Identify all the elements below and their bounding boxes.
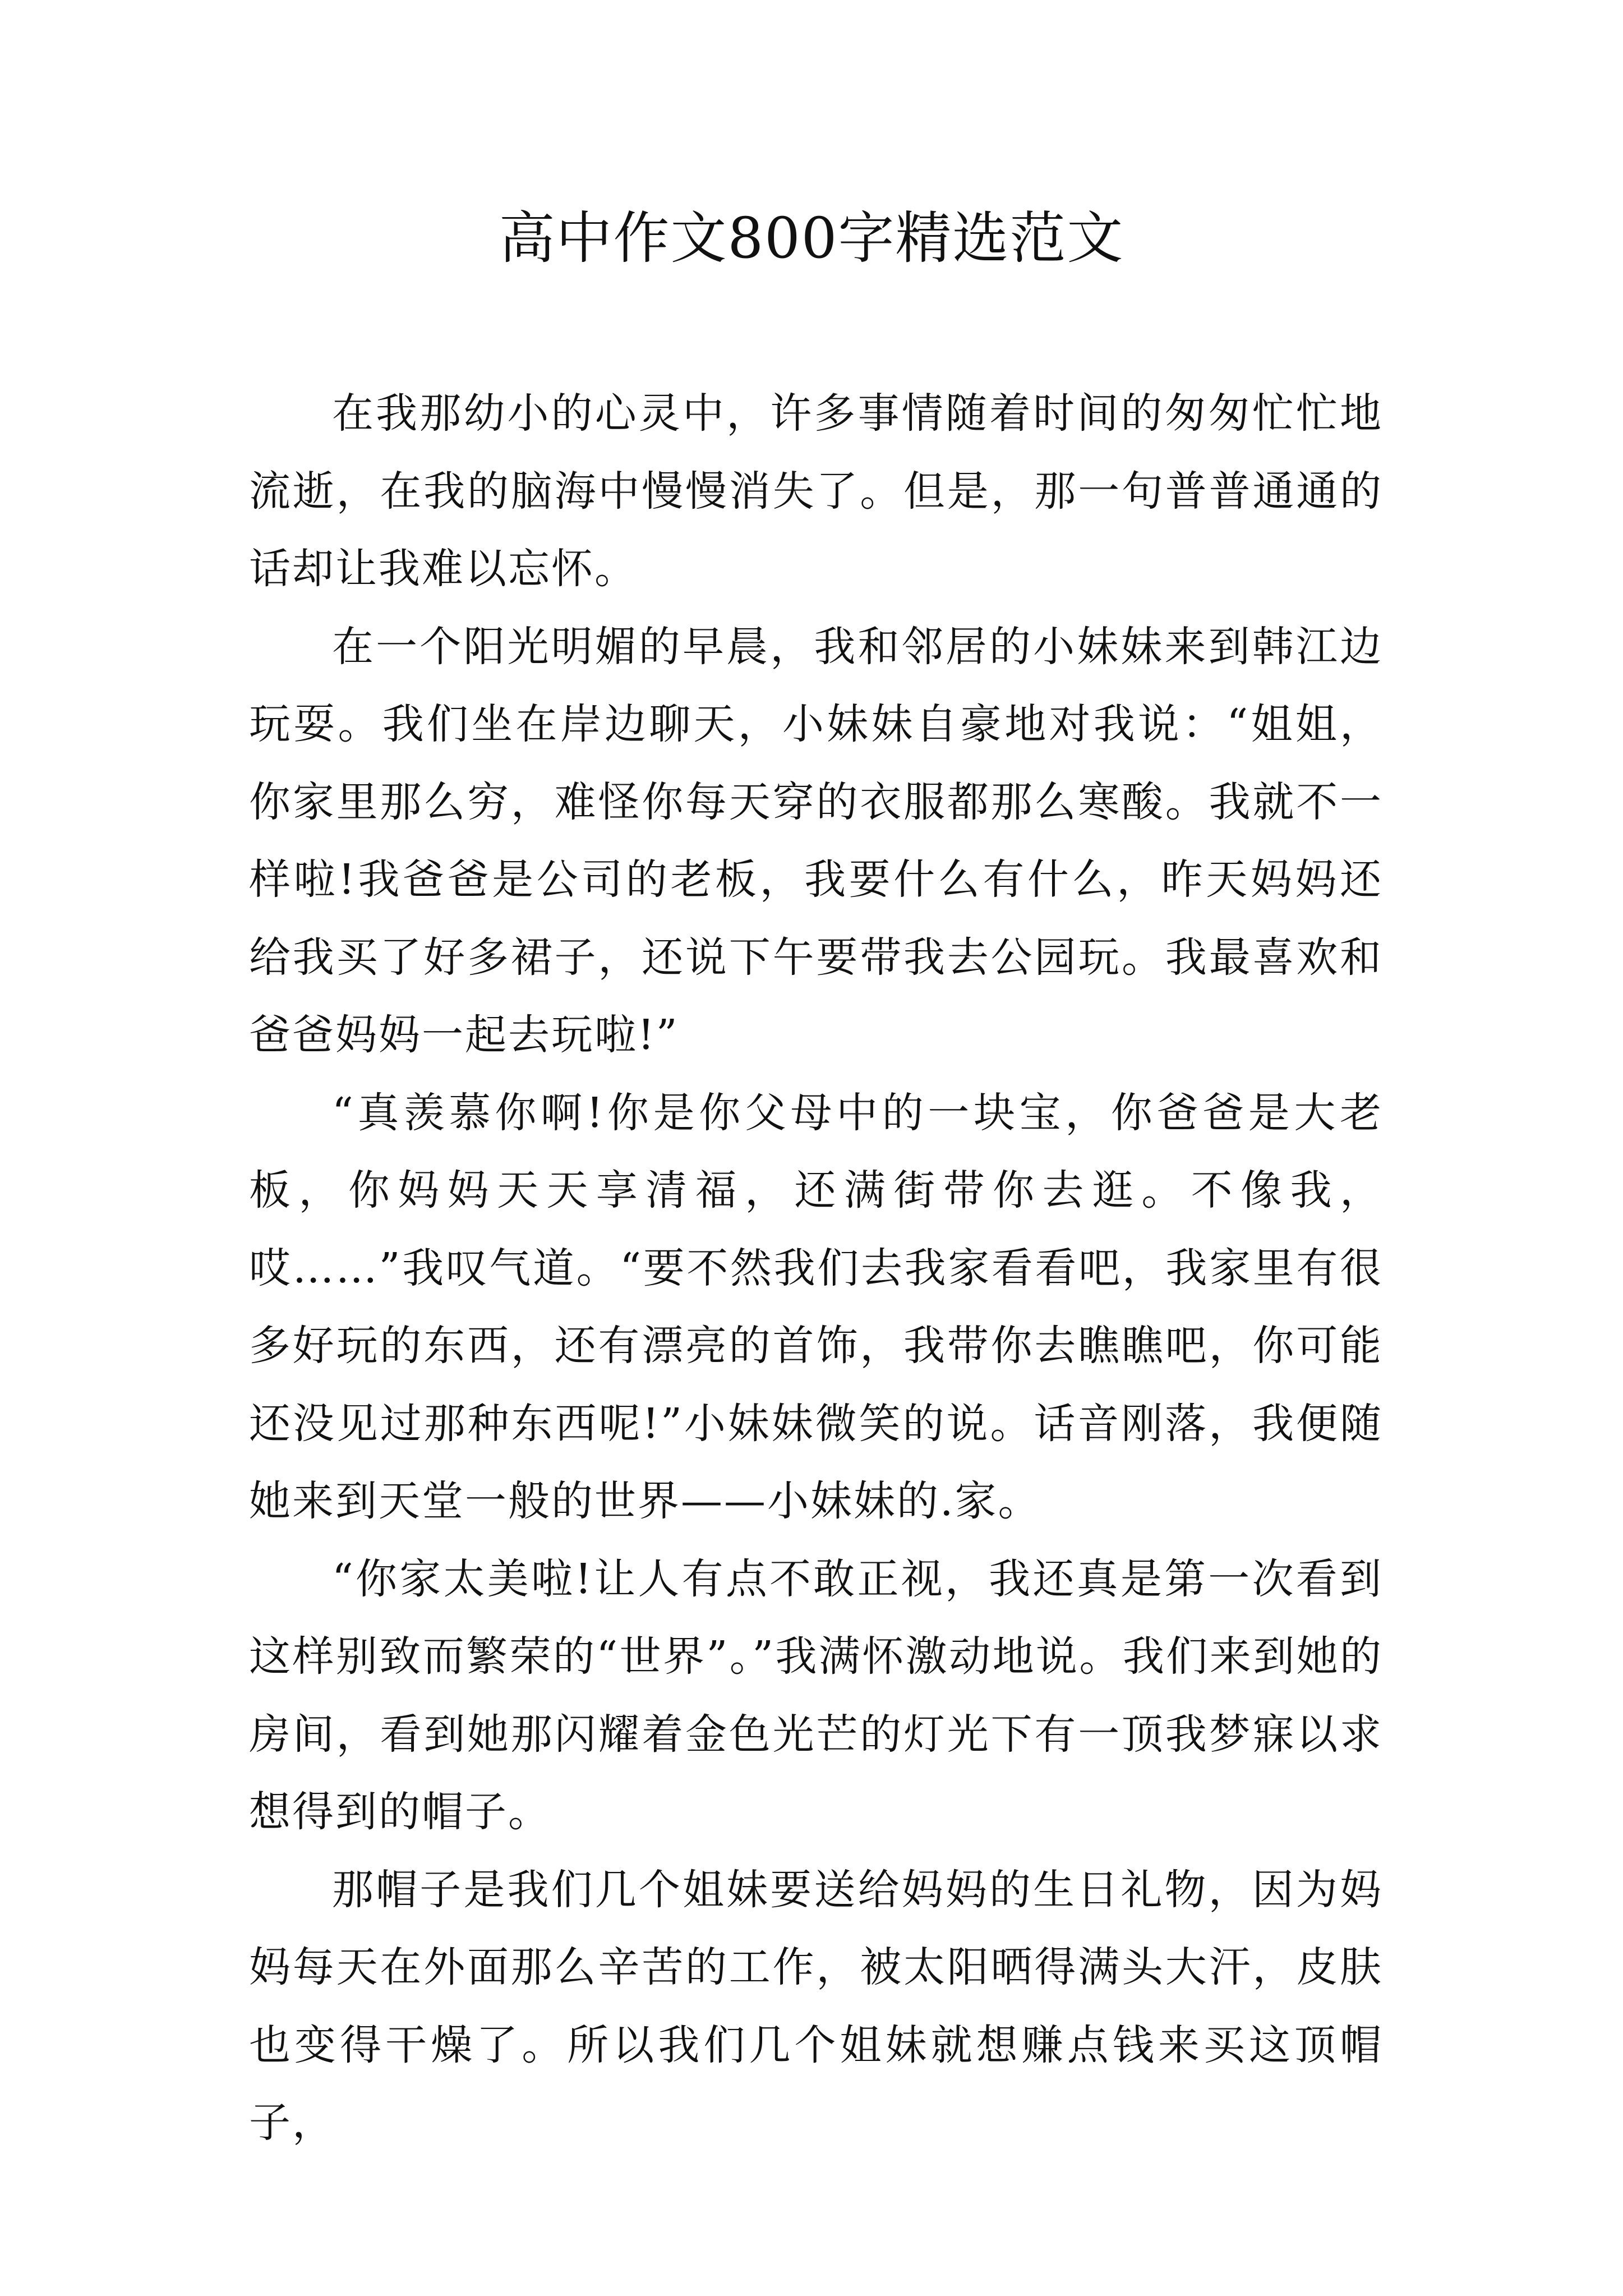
paragraph-4: “你家太美啦!让人有点不敢正视，我还真是第一次看到这样别致而繁荣的“世界”。”我满怀激动地说。我们来到她的房间，看到她那闪耀着金色光芒的灯光下有一顶我梦寐以求想得到的帽子。 xyxy=(249,1554,1383,1836)
document-body xyxy=(249,375,1383,2162)
paragraph-5: 那帽子是我们几个姐妹要送给妈妈的生日礼物，因为妈妈每天在外面那么辛苦的工作，被太阳晒得满头大汗，皮肤也变得干燥了。所以我们几个姐妹就想赚点钱来买这顶帽子， xyxy=(249,1865,1383,2147)
paragraph-1: 在我那幼小的心灵中，许多事情随着时间的匆匆忙忙地流逝，在我的脑海中慢慢消失了。但是，那一句普普通通的话却让我难以忘怀。 xyxy=(249,389,1383,593)
document-title: 高中作文800字精选范文 xyxy=(499,205,1124,271)
paragraph-3: “真羡慕你啊!你是你父母中的一块宝，你爸爸是大老板，你妈妈天天享清福，还满街带你去逛。不像我，哎……”我叹气道。“要不然我们去我家看看吧，我家里有很多好玩的东西，还有漂亮的首饰，我带你去瞧瞧吧，你可能还没见过那种东西呢!”小妹妹微笑的说。话音刚落，我便随她来到天堂一般的世界——小妹妹的.家。 xyxy=(249,1088,1383,1525)
paragraph-2: 在一个阳光明媚的早晨，我和邻居的小妹妹来到韩江边玩耍。我们坐在岸边聊天，小妹妹自豪地对我说：“姐姐，你家里那么穷，难怪你每天穿的衣服都那么寒酸。我就不一样啦!我爸爸是公司的老板，我要什么有什么，昨天妈妈还给我买了好多裙子，还说下午要带我去公园玩。我最喜欢和爸爸妈妈一起去玩啦!” xyxy=(249,622,1383,1059)
